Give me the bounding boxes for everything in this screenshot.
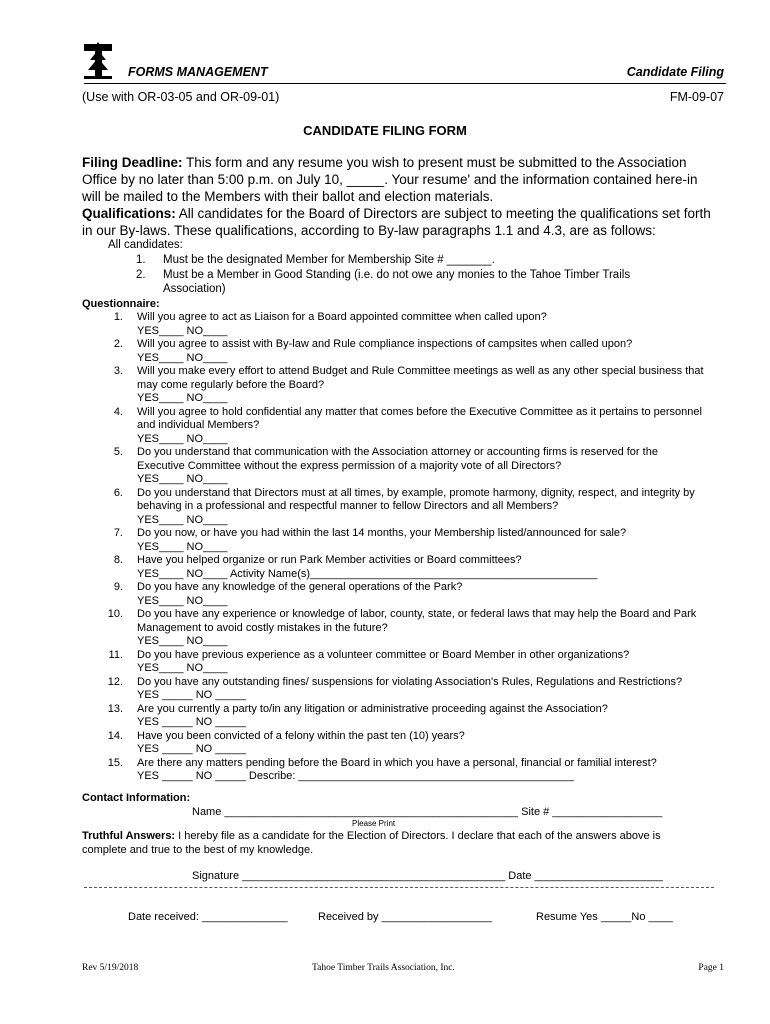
qualification-text: Must be a Member in Good Standing (i.e. do not owe any monies to the Tahoe Timber Trails: [163, 269, 631, 281]
question-number: 1.: [113, 311, 123, 323]
filing-deadline-label: Filing Deadline:: [82, 155, 183, 170]
contact-label: Contact Information:: [82, 792, 191, 804]
question-text: Do you have any knowledge of the general operations of the Park?: [137, 581, 463, 593]
question-answer-field[interactable]: YES____ NO____: [137, 351, 228, 364]
office-use-divider: [84, 887, 714, 888]
question-text: Will you agree to assist with By-law and Rule compliance inspections of campsites when called upon?: [137, 338, 633, 350]
questionnaire-label: Questionnaire:: [82, 298, 160, 310]
question-answer-field[interactable]: YES _____ NO _____: [137, 689, 246, 701]
question-number: 9.: [113, 581, 123, 593]
question-text: Do you understand that Directors must at all times, by example, promote harmony, dignity, respect, and integrity by: [137, 486, 695, 499]
question-text: Are there any matters pending before the Board in which you have a personal, financial or familial interest?: [137, 756, 657, 769]
question-number: 12.: [107, 675, 123, 688]
question-answer-field[interactable]: YES____ NO____: [137, 635, 228, 647]
qualification-text-continued: Association): [163, 283, 226, 295]
question-number: 10.: [107, 608, 123, 620]
qualifications-label: Qualifications:: [82, 206, 176, 221]
qualification-num: 1.: [136, 254, 146, 266]
question-number: 11.: [108, 648, 123, 661]
header-subtitle: (Use with OR-03-05 and OR-09-01): [82, 90, 280, 104]
name-site-line[interactable]: Name ________________________________________________ Site # __________________: [192, 806, 663, 818]
question-answer-field[interactable]: YES____ NO____: [137, 540, 228, 553]
question-text: Will you agree to hold confidential any matter that comes before the Executive Committee as it pertains to personnel: [137, 405, 702, 418]
header-right-title: Candidate Filing: [626, 65, 724, 79]
footer-page-number: Page 1: [698, 963, 724, 973]
question-answer-field[interactable]: YES____ NO____: [137, 432, 228, 445]
question-number: 15.: [107, 756, 123, 769]
footer-revision: Rev 5/19/2018: [82, 963, 139, 973]
question-text: Do you now, or have you had within the last 14 months, your Membership listed/announced for sale?: [137, 527, 627, 539]
question-number: 4.: [113, 405, 123, 418]
question-text: Have you been convicted of a felony within the past ten (10) years?: [137, 729, 465, 742]
question-text: and individual Members?: [137, 419, 260, 431]
qualifications-paragraph: [82, 205, 712, 239]
question-text: Do you have any outstanding fines/ suspensions for violating Association's Rules, Regulations and Restrictions?: [137, 675, 683, 688]
form-title: CANDIDATE FILING FORM: [303, 123, 467, 138]
question-number: 3.: [113, 365, 123, 377]
truthful-answers-text: I hereby file as a candidate for the Election of Directors. I declare that each of the answers above is complete and true to the best of my knowledge.: [82, 830, 661, 856]
truthful-answers-label: Truthful Answers:: [82, 830, 176, 842]
question-text: Do you have any experience or knowledge of labor, county, state, or federal laws that may help the Board and Park: [137, 608, 697, 620]
question-number: 7.: [113, 527, 123, 539]
question-text: Executive Committee without the express permission of a majority vote of all Directors?: [137, 459, 562, 472]
filing-deadline-text: This form and any resume you wish to present must be submitted to the Association Office by no later than 5:00 p.m. on July 10, _____. Your resume' and the information contained here-in will be mailed to the Members with their ballot and election materials.: [82, 155, 698, 204]
question-text: Have you helped organize or run Park Member activities or Board committees?: [137, 554, 522, 566]
question-text: behaving in a professional and respectful manner to fellow Directors and all Members?: [137, 500, 559, 512]
question-answer-field[interactable]: YES____ NO____ Activity Name(s)_______________________________________________: [137, 567, 598, 580]
question-number: 13.: [107, 702, 123, 715]
question-number: 6.: [113, 486, 123, 499]
question-answer-field[interactable]: YES _____ NO _____ Describe: _____________________________________________: [137, 770, 574, 782]
question-answer-field[interactable]: YES____ NO____: [137, 513, 228, 526]
question-number: 14.: [107, 729, 123, 742]
resume-yes-no-field[interactable]: Resume Yes _____No ____: [536, 911, 673, 923]
question-answer-field[interactable]: YES _____ NO _____: [137, 716, 246, 728]
question-answer-field[interactable]: YES____ NO____: [137, 392, 228, 404]
received-by-field[interactable]: Received by __________________: [318, 911, 492, 923]
question-answer-field[interactable]: YES____ NO____: [137, 594, 228, 607]
question-answer-field[interactable]: YES____ NO____: [137, 473, 228, 485]
question-text: Will you make every effort to attend Budget and Rule Committee meetings as well as any other special business that: [137, 365, 704, 377]
question-number: 2.: [113, 338, 123, 350]
signature-date-line[interactable]: Signature ___________________________________________ Date _____________________: [192, 870, 664, 882]
question-text: Do you have previous experience as a volunteer committee or Board Member in other organizations?: [137, 648, 630, 661]
question-answer-field[interactable]: YES _____ NO _____: [137, 743, 246, 755]
tahoe-timber-trails-logo-icon: [84, 42, 112, 80]
header-divider: [84, 83, 726, 84]
question-text: Do you understand that communication with the Association attorney or accounting firms is reserved for the: [137, 446, 658, 458]
please-print-note: Please Print: [352, 819, 396, 828]
truthful-answers-paragraph: [82, 830, 702, 857]
qualification-text: Must be the designated Member for Membership Site # _______.: [163, 254, 495, 266]
question-text: Are you currently a party to/in any litigation or administrative proceeding against the Association?: [137, 702, 608, 715]
question-number: 5.: [113, 446, 123, 458]
question-text: Will you agree to act as Liaison for a Board appointed committee when called upon?: [137, 311, 547, 323]
footer-organization: Tahoe Timber Trails Association, Inc.: [312, 963, 455, 973]
all-candidates-label: All candidates:: [108, 239, 183, 251]
header-title: FORMS MANAGEMENT: [128, 65, 268, 79]
filing-deadline-paragraph: [82, 154, 712, 205]
qualifications-text: All candidates for the Board of Directors are subject to meeting the qualifications set forth in our By-laws. These qualifications, according to By-law paragraphs 1.1 and 4.3, are as follows:: [82, 206, 711, 238]
question-number: 8.: [113, 554, 123, 566]
form-code: FM-09-07: [669, 90, 724, 104]
question-text: Management to avoid costly mistakes in the future?: [137, 621, 388, 634]
qualification-num: 2.: [136, 269, 146, 281]
date-received-field[interactable]: Date received: ______________: [128, 911, 288, 923]
question-text: may come regularly before the Board?: [137, 378, 325, 391]
question-answer-field[interactable]: YES____ NO____: [137, 324, 228, 337]
question-answer-field[interactable]: YES____ NO____: [137, 662, 228, 674]
